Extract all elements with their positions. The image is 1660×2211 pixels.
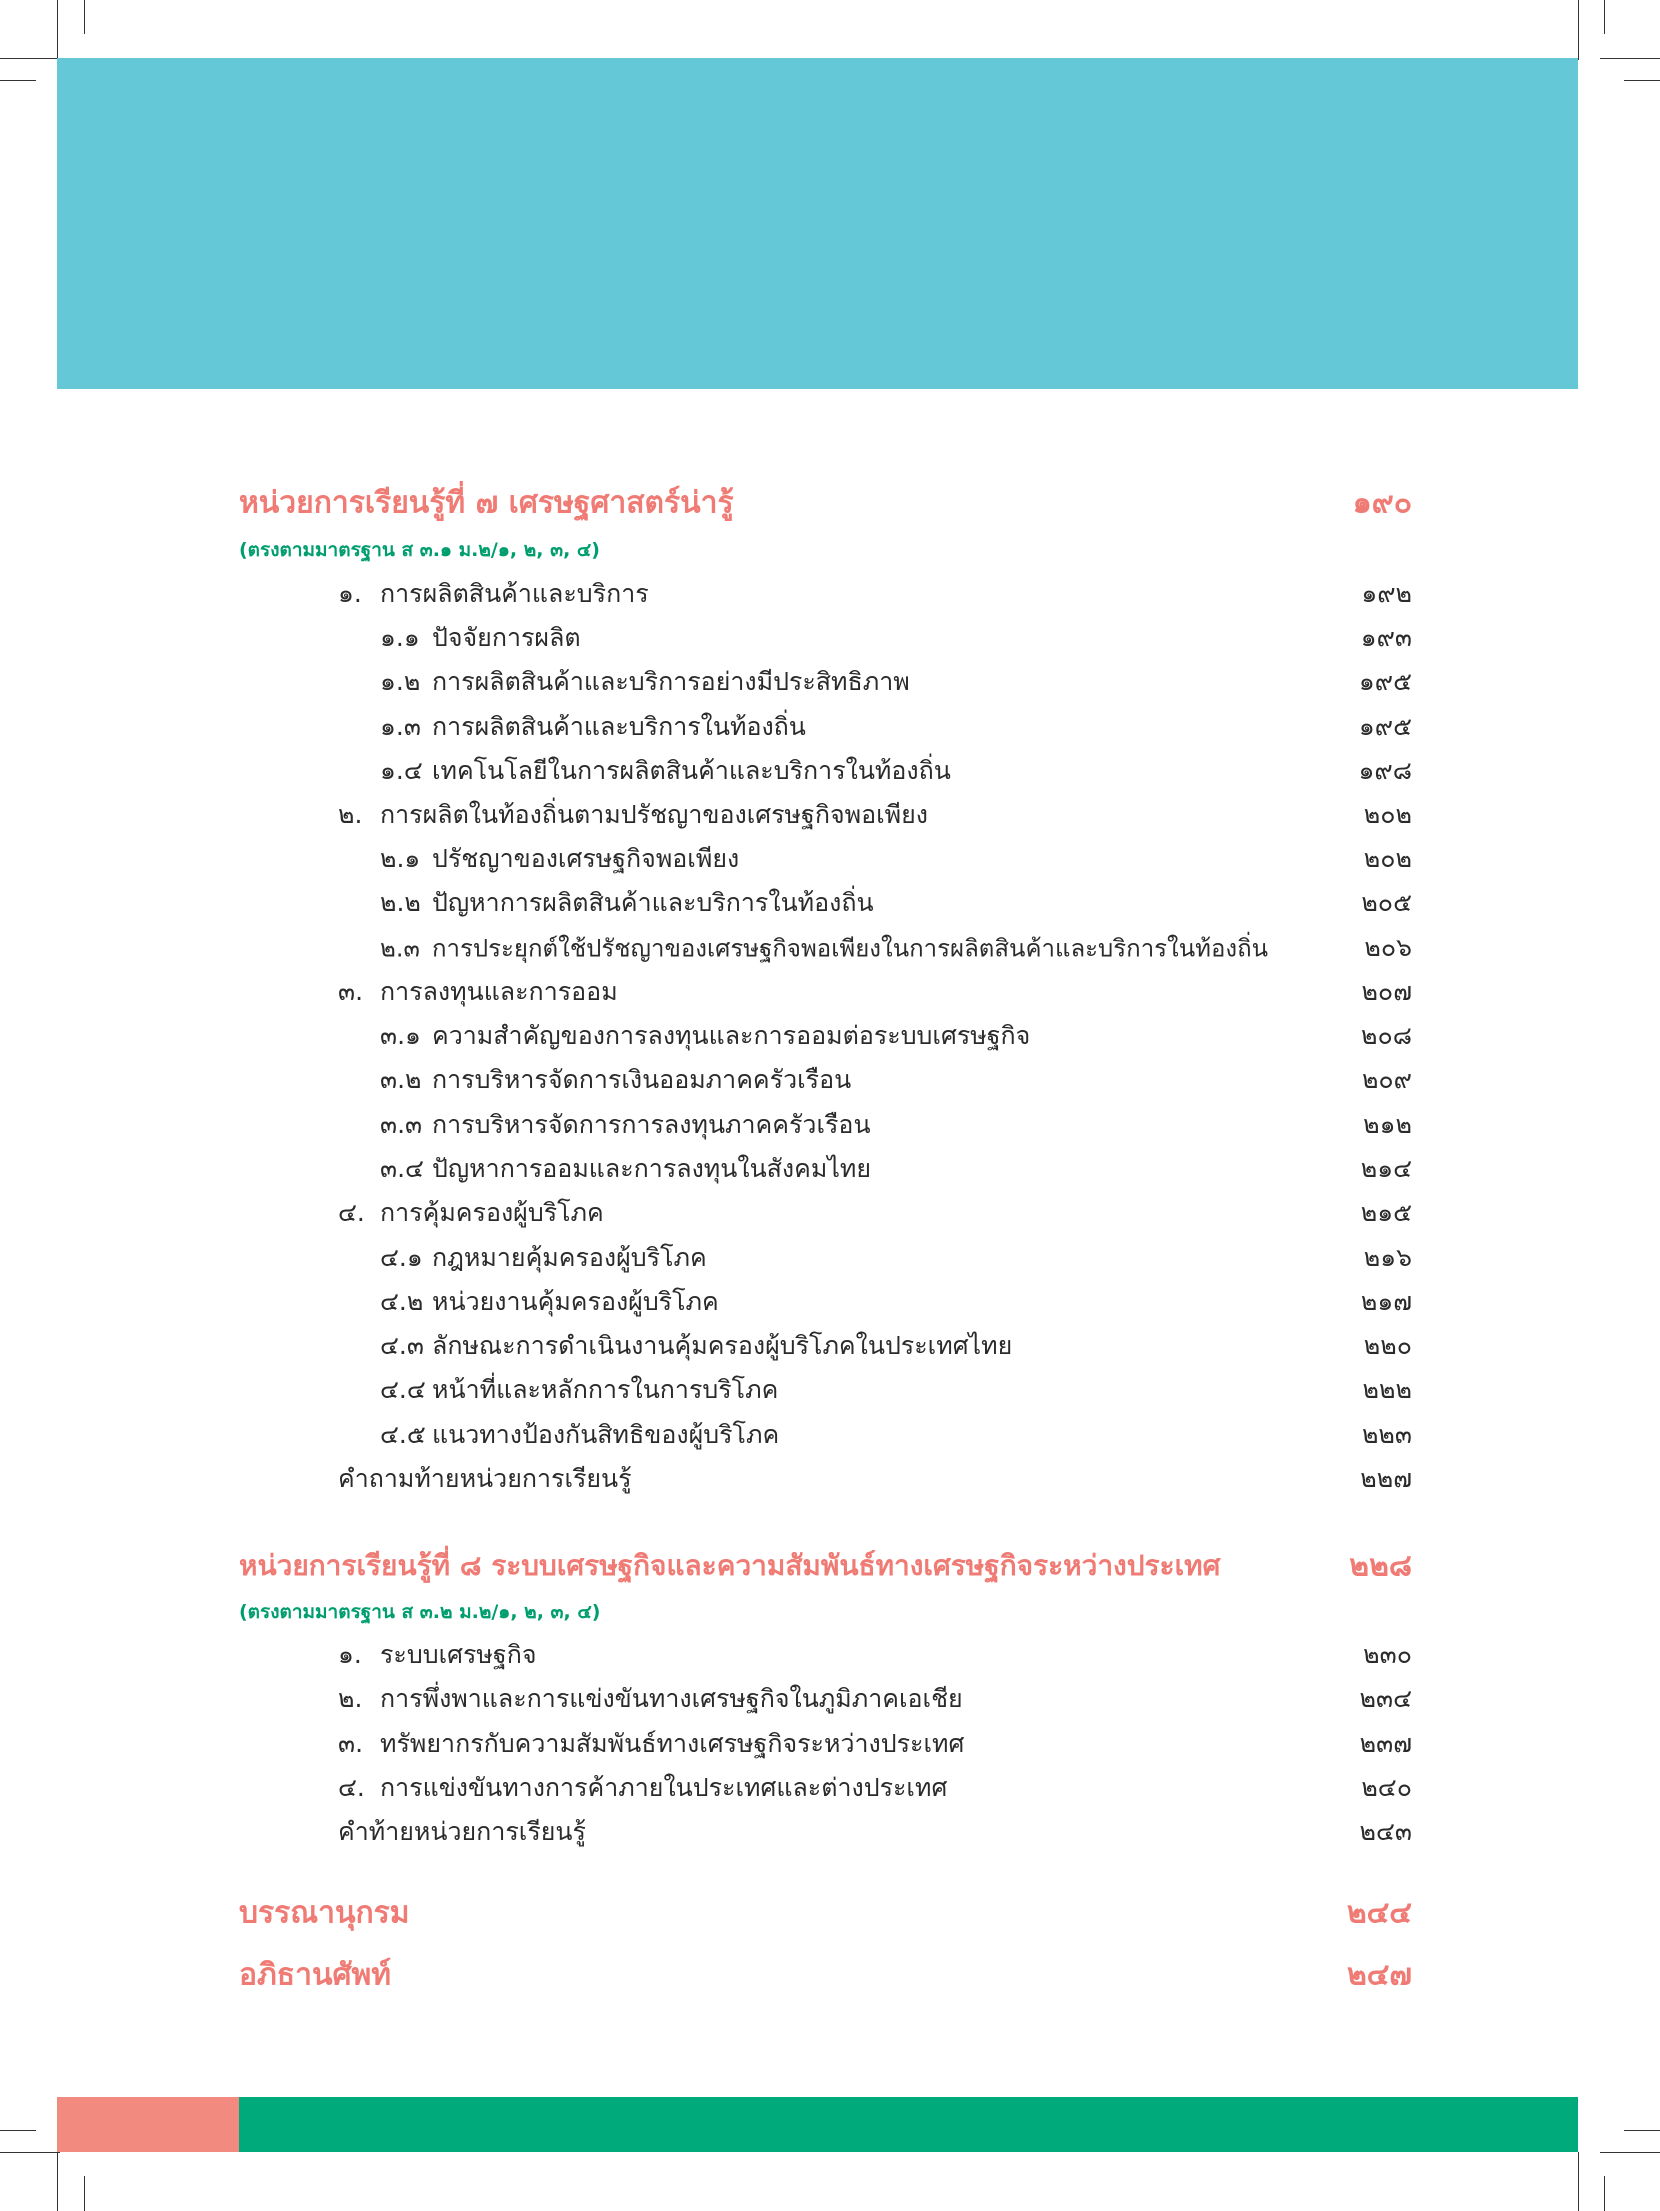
toc-section[interactable] — [0, 793, 1660, 837]
toc-section[interactable] — [0, 970, 1660, 1014]
page-number: ๑๙๕ — [1358, 712, 1412, 741]
section-label: การคุ้มครองผู้บริโภค — [380, 1198, 604, 1227]
subsection-number: ๔.๔ — [380, 1375, 426, 1404]
page-number: ๑๙๕ — [1358, 667, 1412, 696]
page-number: ๒๔๐ — [1361, 1773, 1412, 1802]
toc-subsection[interactable] — [0, 1413, 1660, 1457]
subsection-label: กฎหมายคุ้มครองผู้บริโภค — [432, 1243, 707, 1272]
page-number: ๒๒๐ — [1363, 1331, 1412, 1360]
subsection-number: ๒.๓ — [380, 934, 420, 963]
subsection-number: ๑.๔ — [380, 756, 423, 785]
toc-subsection[interactable] — [0, 1324, 1660, 1368]
toc-subsection[interactable] — [0, 1280, 1660, 1324]
section-number: ๔. — [338, 1773, 365, 1802]
subsection-number: ๓.๑ — [380, 1021, 421, 1050]
footer-bar-green — [239, 2097, 1578, 2152]
unit-title: หน่วยการเรียนรู้ที่ ๘ ระบบเศรษฐกิจและความสัมพันธ์ทางเศรษฐกิจระหว่างประเทศ — [239, 1549, 1221, 1582]
crop-mark — [1578, 0, 1579, 60]
subsection-number: ๑.๒ — [380, 667, 421, 696]
crop-mark — [84, 0, 85, 34]
subsection-label: การผลิตสินค้าและบริการในท้องถิ่น — [432, 712, 806, 741]
toc-section[interactable] — [0, 1191, 1660, 1235]
section-label: การพึ่งพาและการแข่งขันทางเศรษฐกิจในภูมิภาคเอเชีย — [380, 1684, 963, 1713]
subsection-label: ปรัชญาของเศรษฐกิจพอเพียง — [432, 844, 740, 873]
toc-subsection[interactable] — [0, 749, 1660, 793]
crop-mark — [1604, 0, 1605, 34]
subsection-number: ๔.๓ — [380, 1331, 424, 1360]
subsection-label: ความสำคัญของการลงทุนและการออมต่อระบบเศรษฐกิจ — [432, 1021, 1031, 1050]
toc-subsection[interactable] — [0, 1147, 1660, 1191]
page-number: ๒๔๗ — [1346, 1957, 1412, 1993]
subsection-number: ๓.๒ — [380, 1065, 422, 1094]
questions-label: คำท้ายหน่วยการเรียนรู้ — [338, 1817, 586, 1846]
crop-mark — [57, 2152, 58, 2211]
page-number: ๒๐๖ — [1364, 933, 1412, 962]
glossary-label: อภิธานศัพท์ — [239, 1957, 392, 1993]
section-number: ๒. — [338, 800, 363, 829]
toc-subsection[interactable] — [0, 1236, 1660, 1280]
subsection-label: หน่วยงานคุ้มครองผู้บริโภค — [432, 1287, 719, 1316]
crop-mark — [0, 80, 36, 81]
subsection-label: ปัญหาการออมและการลงทุนในสังคมไทย — [432, 1154, 872, 1183]
crop-mark — [1600, 58, 1660, 59]
header-banner — [57, 58, 1578, 389]
toc-subsection[interactable] — [0, 1014, 1660, 1058]
crop-mark — [1600, 2152, 1660, 2153]
page-number: ๑๙๒ — [1361, 579, 1412, 608]
crop-mark — [57, 0, 58, 60]
page-number: ๒๑๖ — [1363, 1243, 1412, 1272]
page-number: ๒๐๙ — [1361, 1065, 1412, 1094]
page-number: ๒๑๕ — [1360, 1198, 1412, 1227]
toc-questions[interactable] — [0, 1457, 1660, 1501]
section-label: ระบบเศรษฐกิจ — [380, 1640, 537, 1669]
toc-subsection[interactable] — [0, 837, 1660, 881]
toc-subsection[interactable] — [0, 616, 1660, 660]
questions-label: คำถามท้ายหน่วยการเรียนรู้ — [338, 1464, 632, 1493]
section-number: ๒. — [338, 1684, 363, 1713]
crop-mark — [0, 2130, 36, 2131]
crop-mark — [1578, 2152, 1579, 2211]
subsection-number: ๒.๒ — [380, 888, 421, 917]
subsection-label: การผลิตสินค้าและบริการอย่างมีประสิทธิภาพ — [432, 667, 910, 696]
crop-mark — [1604, 2176, 1605, 2211]
subsection-number: ๓.๔ — [380, 1154, 424, 1183]
subsection-label: การประยุกต์ใช้ปรัชญาของเศรษฐกิจพอเพียงในการผลิตสินค้าและบริการในท้องถิ่น — [432, 934, 1269, 963]
subsection-number: ๔.๕ — [380, 1420, 426, 1449]
subsection-label: หน้าที่และหลักการในการบริโภค — [432, 1375, 779, 1404]
unit-title: หน่วยการเรียนรู้ที่ ๗ เศรษฐศาสตร์น่ารู้ — [239, 485, 734, 521]
page-number: ๒๑๗ — [1360, 1287, 1412, 1316]
toc-section[interactable] — [0, 572, 1660, 616]
page-number: ๑๙๘ — [1358, 756, 1412, 785]
page-number: ๑๙๐ — [1352, 485, 1412, 521]
page-number: ๒๐๒ — [1363, 844, 1412, 873]
section-number: ๑. — [338, 579, 362, 608]
toc-subsection[interactable] — [0, 1368, 1660, 1412]
page-number: ๒๐๘ — [1360, 1021, 1412, 1050]
page-number: ๒๔๔ — [1346, 1895, 1412, 1931]
toc-standard-note — [0, 1592, 1660, 1632]
toc-bibliography[interactable] — [0, 1891, 1660, 1935]
subsection-label: เทคโนโลยีในการผลิตสินค้าและบริการในท้องถิ่น — [432, 756, 951, 785]
toc-subsection[interactable] — [0, 1103, 1660, 1147]
subsection-label: การบริหารจัดการเงินออมภาคครัวเรือน — [432, 1065, 852, 1094]
page-number: ๒๒๘ — [1349, 1548, 1412, 1584]
toc-section[interactable] — [0, 1766, 1660, 1810]
standard-text: (ตรงตามมาตรฐาน ส ๓.๒ ม.๒/๑, ๒, ๓, ๔) — [239, 1601, 601, 1623]
subsection-number: ๔.๑ — [380, 1243, 423, 1272]
page-number: ๒๒๗ — [1360, 1464, 1412, 1493]
section-label: การลงทุนและการออม — [380, 977, 618, 1006]
toc-unit-heading[interactable] — [0, 1544, 1660, 1588]
page-number: ๒๒๓ — [1361, 1420, 1412, 1449]
crop-mark — [0, 58, 60, 59]
crop-mark — [0, 2152, 60, 2153]
subsection-number: ๑.๓ — [380, 712, 421, 741]
subsection-number: ๓.๓ — [380, 1110, 423, 1139]
subsection-label: ลักษณะการดำเนินงานคุ้มครองผู้บริโภคในประเทศไทย — [432, 1331, 1013, 1360]
section-number: ๔. — [338, 1198, 365, 1227]
page-number: ๒๑๔ — [1360, 1154, 1412, 1183]
crop-mark — [84, 2176, 85, 2211]
crop-mark — [1624, 2130, 1660, 2131]
subsection-label: ปัจจัยการผลิต — [432, 623, 581, 652]
toc-section[interactable] — [0, 1677, 1660, 1721]
page-number: ๒๐๒ — [1363, 800, 1412, 829]
page-number: ๒๐๗ — [1361, 977, 1412, 1006]
subsection-label: ปัญหาการผลิตสินค้าและบริการในท้องถิ่น — [432, 888, 874, 917]
section-label: ทรัพยากรกับความสัมพันธ์ทางเศรษฐกิจระหว่างประเทศ — [380, 1729, 965, 1758]
page-number: ๒๒๒ — [1362, 1375, 1412, 1404]
section-label: การแข่งขันทางการค้าภายในประเทศและต่างประเทศ — [380, 1773, 948, 1802]
bibliography-label: บรรณานุกรม — [239, 1895, 410, 1931]
section-number: ๑. — [338, 1640, 362, 1669]
toc-subsection[interactable] — [0, 1058, 1660, 1102]
toc-subsection[interactable] — [0, 660, 1660, 704]
toc-unit-heading[interactable] — [0, 481, 1660, 525]
subsection-number: ๑.๑ — [380, 623, 420, 652]
subsection-number: ๒.๑ — [380, 844, 421, 873]
footer-bar-pink — [57, 2097, 239, 2152]
section-label: การผลิตสินค้าและบริการ — [380, 579, 649, 608]
toc-subsection[interactable] — [0, 881, 1660, 925]
section-number: ๓. — [338, 977, 364, 1006]
toc-standard-note — [0, 530, 1660, 570]
page-number: ๒๑๒ — [1363, 1110, 1412, 1139]
page-number: ๑๙๓ — [1360, 623, 1412, 652]
toc-section[interactable] — [0, 1633, 1660, 1677]
page-number: ๒๓๐ — [1363, 1640, 1412, 1669]
toc-section[interactable] — [0, 1722, 1660, 1766]
page-number: ๒๔๓ — [1359, 1817, 1412, 1846]
toc-glossary[interactable] — [0, 1953, 1660, 1997]
toc-subsection[interactable] — [0, 926, 1660, 970]
toc-questions[interactable] — [0, 1810, 1660, 1854]
standard-text: (ตรงตามมาตรฐาน ส ๓.๑ ม.๒/๑, ๒, ๓, ๔) — [239, 539, 600, 561]
subsection-number: ๔.๒ — [380, 1287, 424, 1316]
subsection-label: การบริหารจัดการการลงทุนภาคครัวเรือน — [432, 1110, 871, 1139]
subsection-label: แนวทางป้องกันสิทธิของผู้บริโภค — [432, 1420, 780, 1449]
page-number: ๒๐๕ — [1361, 888, 1412, 917]
crop-mark — [1624, 80, 1660, 81]
page-number: ๒๓๔ — [1359, 1684, 1412, 1713]
section-number: ๓. — [338, 1729, 364, 1758]
page-number: ๒๓๗ — [1359, 1729, 1412, 1758]
section-label: การผลิตในท้องถิ่นตามปรัชญาของเศรษฐกิจพอเพียง — [380, 800, 928, 829]
toc-subsection[interactable] — [0, 705, 1660, 749]
